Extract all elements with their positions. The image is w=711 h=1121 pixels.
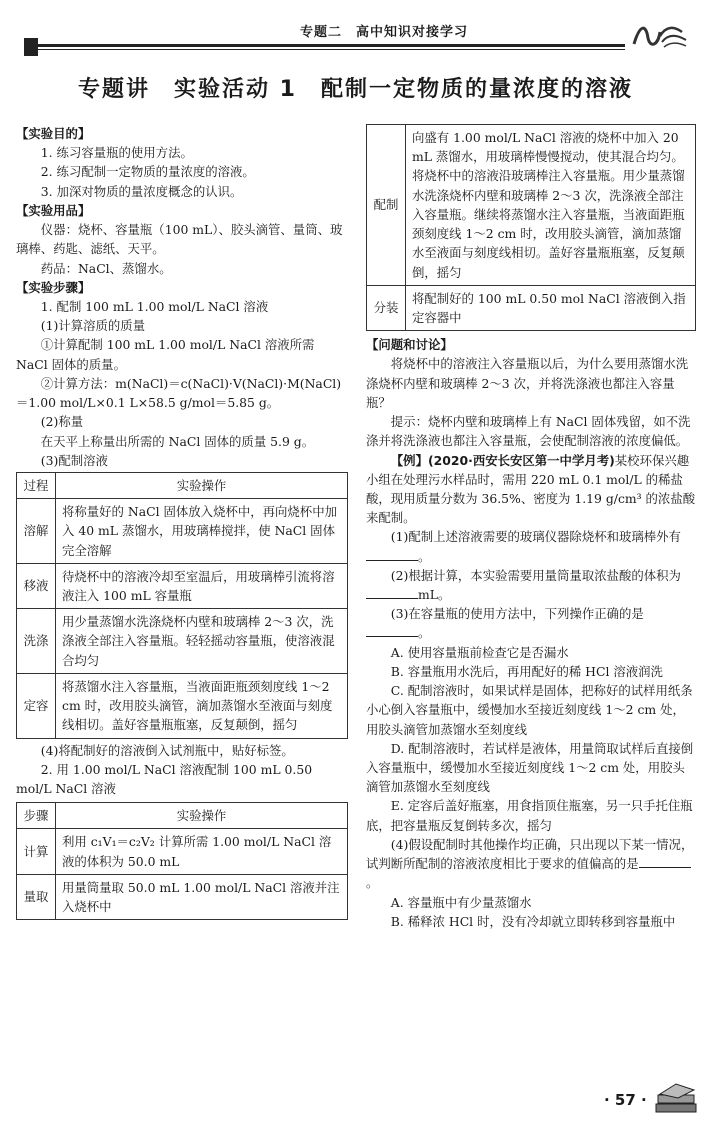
row-key: 移液 [17,563,56,608]
right-column [366,124,696,931]
step-1-1b: ②计算方法：m(NaCl)＝c(NaCl)·V(NaCl)·M(NaCl)＝1.00 mol/L×0.1 L×58.5 g/mol＝5.85 g。 [16,375,342,411]
header-rule-thin [24,49,625,50]
wave-logo-icon [630,18,690,52]
table-row [17,609,348,674]
row-value: 用量筒量取 50.0 mL 1.00 mol/L NaCl 溶液并注入烧杯中 [56,874,348,919]
purpose-item: 2. 练习配制一定物质的量浓度的溶液。 [40,164,255,180]
example-text: 某校环保兴趣小组在处理污水样品时，需用 220 mL 0.1 mol/L 的稀盐酸，现用质量分数为 36.5%、密度为 1.19 g/cm³ 的浓盐酸来配制。 [366,452,696,526]
table-row [17,829,348,874]
step-1-2: (2)称量 [40,414,84,430]
row-key: 量取 [17,874,56,919]
row-value: 将蒸馏水注入容量瓶，当液面距瓶颈刻度线 1～2 cm 时，改用胶头滴管，滴加蒸馏水至液面与刻度线相切。盖好容量瓶瓶塞，反复颠倒，摇匀 [56,673,348,738]
header-bar [24,38,38,56]
row-key: 洗涤 [17,609,56,674]
discussion-heading: 【问题和讨论】 [366,337,453,353]
answer-blank [366,548,418,561]
row-key: 溶解 [17,499,56,564]
reagents-text: 药品：NaCl、蒸馏水。 [40,260,172,276]
step-1: 1. 配制 100 mL 1.00 mol/L NaCl 溶液 [40,298,269,314]
question-3-blank: 。 [366,623,696,642]
example-source: (2020·西安长安区第一中学月考) [427,452,615,468]
example-intro [366,451,696,528]
purpose-item: 1. 练习容量瓶的使用方法。 [40,145,193,161]
purpose-heading: 【实验目的】 [16,126,91,141]
procedure-table [16,472,348,739]
page-title: 专题讲 实验活动 1 配制一定物质的量浓度的溶液 [78,77,633,102]
table-row [17,499,348,564]
row-key: 分装 [367,285,406,330]
discussion-question: 将烧杯中的溶液注入容量瓶以后，为什么要用蒸馏水洗涤烧杯内壁和玻璃棒 2～3 次，并将洗涤液也都注入容量瓶？ [366,356,689,410]
header-rule [24,44,625,47]
step-2: 2. 用 1.00 mol/L NaCl 溶液配制 100 mL 0.50 mol/L NaCl 溶液 [16,761,313,796]
step-1-4: (4)将配制好的溶液倒入试剂瓶中，贴好标签。 [40,742,294,758]
table-header: 步骤 [17,803,56,829]
row-key: 计算 [17,829,56,874]
answer-blank [366,624,418,637]
table-header: 过程 [17,472,56,498]
discussion-hint: 提示：烧杯内壁和玻璃棒上有 NaCl 固体残留，如不洗涤并将洗涤液也都注入容量瓶，会使配制溶液的浓度偏低。 [366,414,691,449]
instruments-text: 仪器：烧杯、容量瓶（100 mL）、胶头滴管、量筒、玻璃棒、药匙、滤纸、天平。 [16,222,343,257]
step-1-1: (1)计算溶质的质量 [40,318,146,334]
row-value: 向盛有 1.00 mol/L NaCl 溶液的烧杯中加入 20 mL 蒸馏水，用玻璃棒慢慢搅动，使其混合均匀。将烧杯中的溶液沿玻璃棒注入容量瓶。用少量蒸馏水洗涤烧杯内壁和玻璃棒 2～3 次，洗涤液全部注入容量瓶。继续将蒸馏水注入容量瓶，当液面距瓶颈刻度线 1～2 cm 时，改用胶头滴管，滴加蒸馏水至液面与刻度线相切。盖好容量瓶瓶塞，反复颠倒，摇匀 [406,125,696,286]
left-column [16,124,348,920]
row-key: 定容 [17,673,56,738]
option: B. 容量瓶用水洗后，再用配好的稀 HCl 溶液润洗 [390,663,663,679]
step-1-1a: ①计算配制 100 mL 1.00 mol/L NaCl 溶液所需 NaCl 固体的质量。 [16,337,315,372]
table-row [17,673,348,738]
option: D. 配制溶液时，若试样是液体，用量筒取试样后直接倒入容量瓶中，缓慢加水至接近刻度线 1～2 cm 处，用胶头滴管加蒸馏水至刻度线 [366,740,694,795]
question-3: (3)在容量瓶的使用方法中，下列操作正确的是 [390,606,644,622]
table-header: 实验操作 [56,472,348,498]
option: C. 配制溶液时，如果试样是固体，把称好的试样用纸条小心倒入容量瓶中，缓慢加水至接近刻度线 1～2 cm 处，用胶头滴管加蒸馏水至刻度线 [366,683,693,737]
page-header [0,0,711,56]
table-row [17,874,348,919]
table-row [367,285,696,330]
row-value: 用少量蒸馏水洗涤烧杯内壁和玻璃棒 2～3 次，洗涤液全部注入容量瓶。轻轻摇动容量瓶，使溶液混合均匀 [56,609,348,674]
header-text: 专题二 高中知识对接学习 [300,25,469,40]
answer-blank [366,586,418,599]
table-row [367,125,696,286]
step-1-2a: 在天平上称量出所需的 NaCl 固体的质量 5.9 g。 [40,433,315,449]
row-value: 将配制好的 100 mL 0.50 mol NaCl 溶液倒入指定容器中 [406,285,696,330]
books-icon [652,1078,700,1116]
step-1-3: (3)配制溶液 [40,452,108,468]
option: A. 容量瓶中有少量蒸馏水 [390,894,532,910]
answer-blank [639,855,691,868]
option: B. 稀释浓 HCl 时，没有冷却就立即转移到容量瓶中 [390,913,676,929]
row-value: 待烧杯中的溶液冷却至室温后，用玻璃棒引流将溶液注入 100 mL 容量瓶 [56,563,348,608]
dilution-table-continued [366,124,696,331]
steps-heading: 【实验步骤】 [16,279,91,295]
table-header: 实验操作 [56,803,348,829]
page-number: · 57 · [604,1091,647,1109]
example-tag: 【例】 [390,452,428,468]
row-value: 利用 c₁V₁＝c₂V₂ 计算所需 1.00 mol/L NaCl 溶液的体积为 50.0 mL [56,829,348,874]
dilution-table [16,802,348,920]
option: A. 使用容量瓶前检查它是否漏水 [390,644,569,660]
supplies-heading: 【实验用品】 [16,202,91,218]
question-4: (4)假设配制时其他操作均正确，只出现以下某一情况，试判断所配制的溶液浓度相比于要求的值偏高的是。 [366,836,694,891]
row-value: 将称量好的 NaCl 固体放入烧杯中，再向烧杯中加入 40 mL 蒸馏水，用玻璃棒搅拌，使 NaCl 固体完全溶解 [56,499,348,564]
question-1: (1)配制上述溶液需要的玻璃仪器除烧杯和玻璃棒外有。 [366,527,696,565]
row-key: 配制 [367,125,406,286]
purpose-item: 3. 加深对物质的量浓度概念的认识。 [40,183,243,199]
option: E. 定容后盖好瓶塞，用食指顶住瓶塞，另一只手托住瓶底，把容量瓶反复倒转多次，摇匀 [366,798,693,833]
table-row [17,563,348,608]
question-2: (2)根据计算，本实验需要用量筒量取浓盐酸的体积为mL。 [366,566,696,604]
